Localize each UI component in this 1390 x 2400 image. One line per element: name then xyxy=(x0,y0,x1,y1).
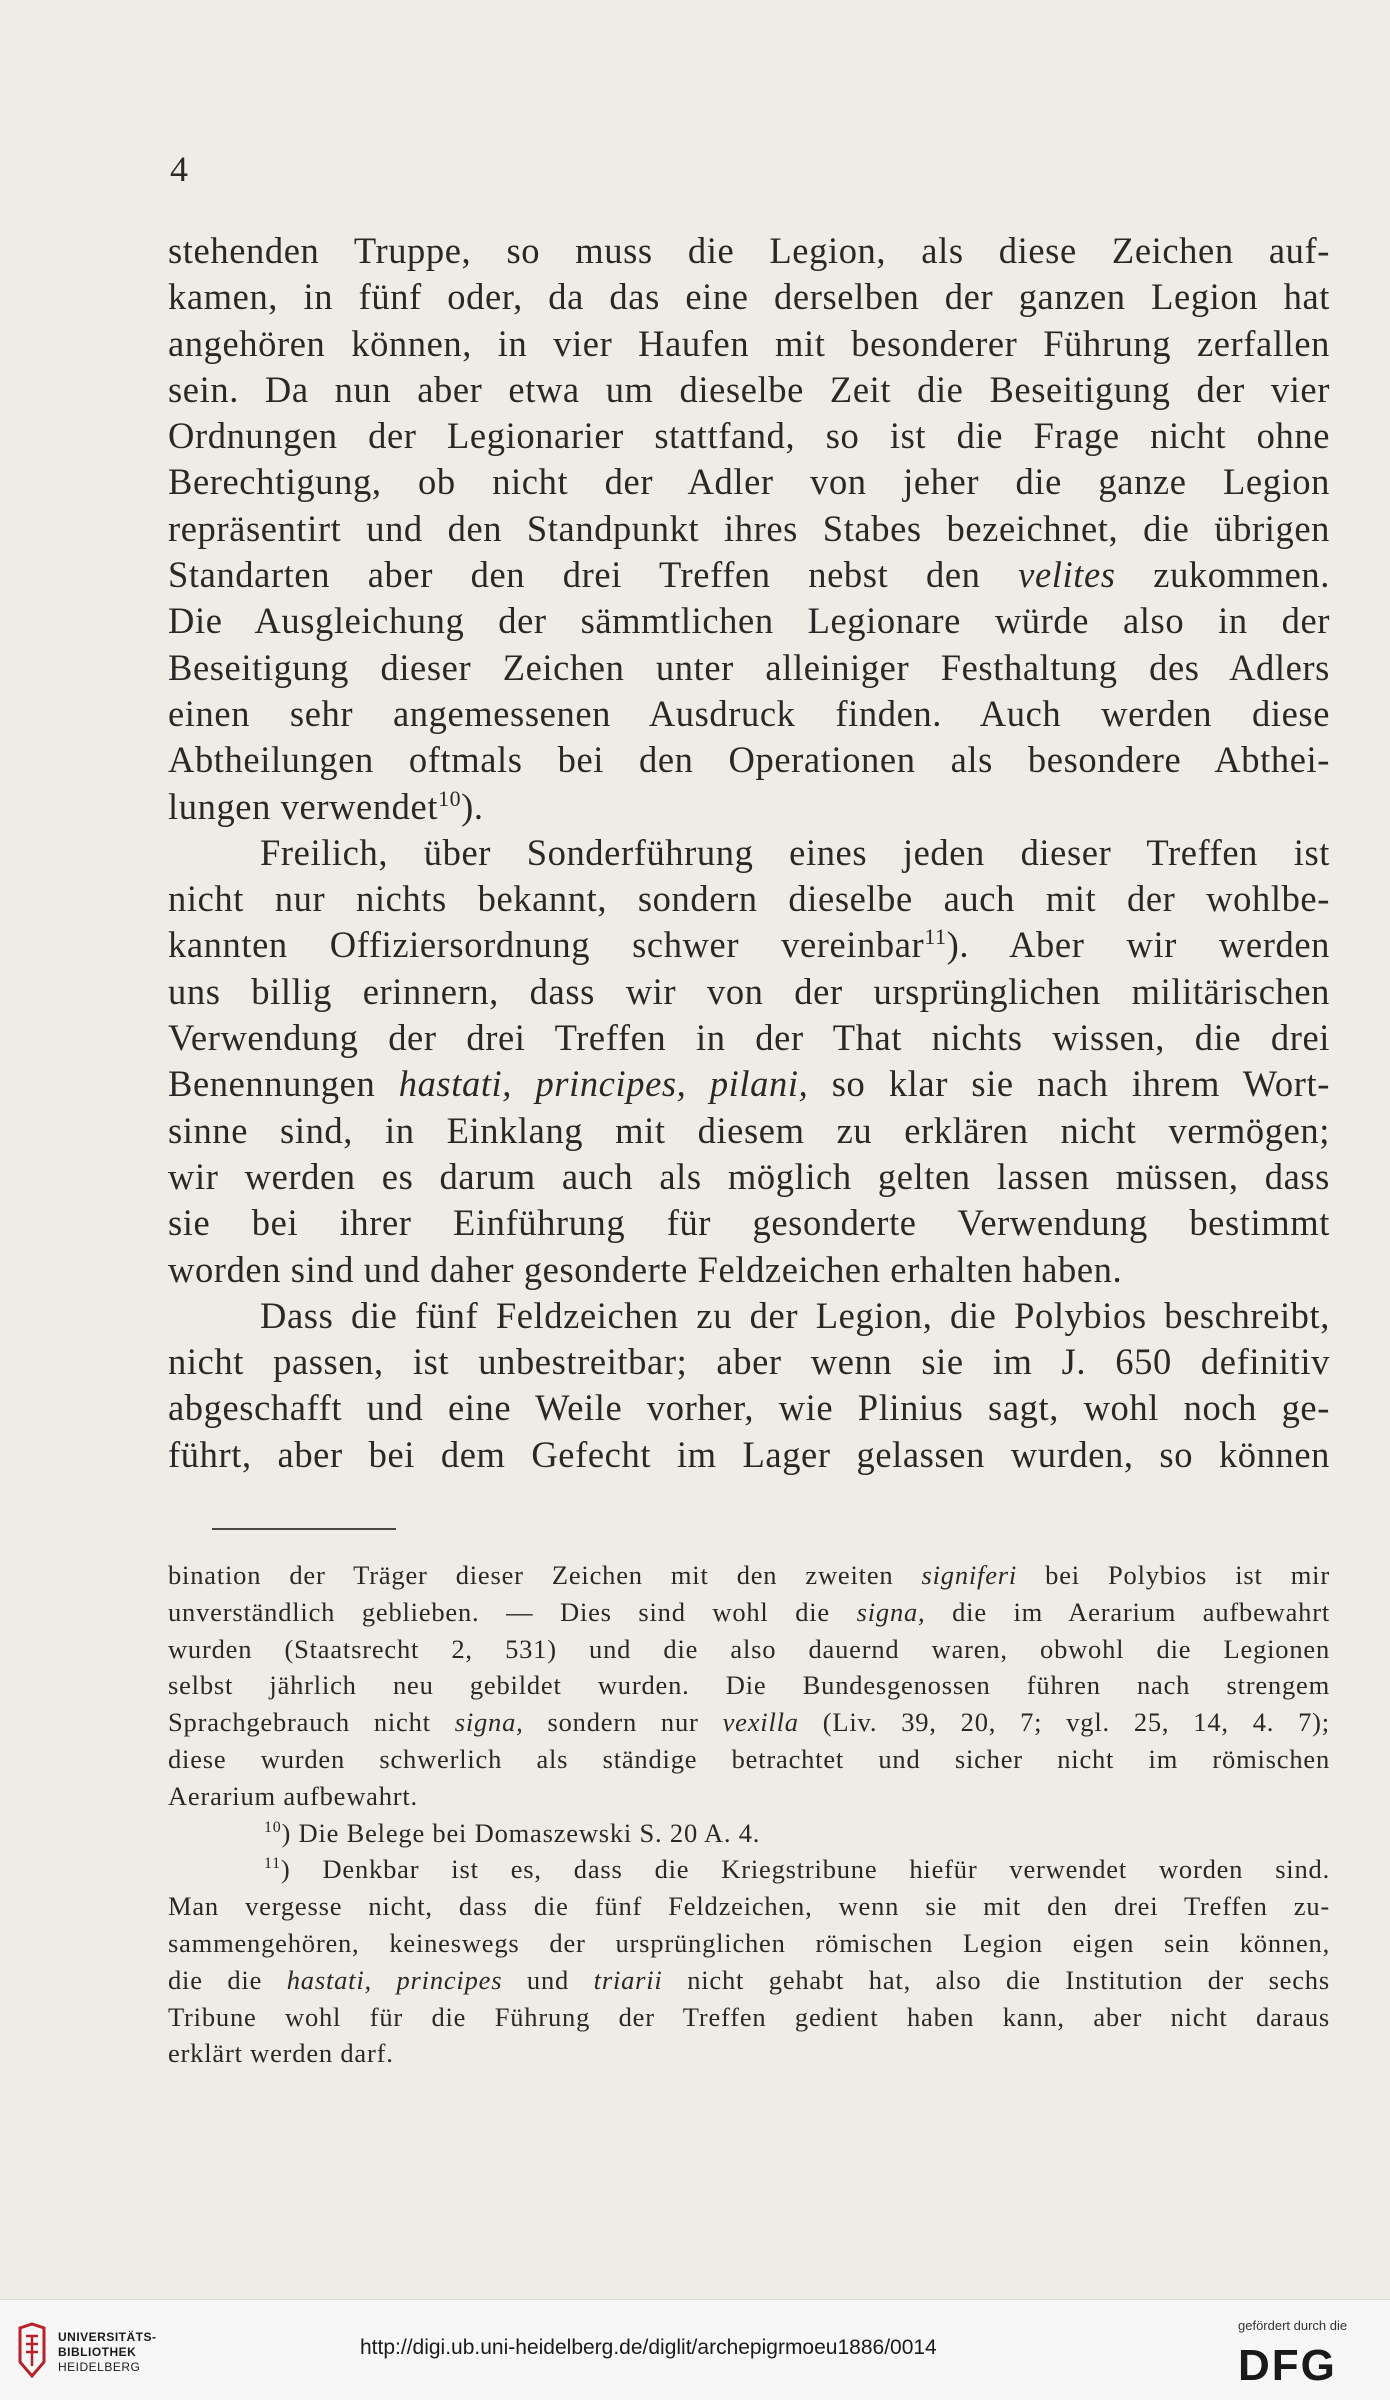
footnote-divider xyxy=(212,1528,396,1530)
body-line: Berechtigung, ob nicht der Adler von jeher die ganze Legion xyxy=(168,461,1330,503)
dfg-logo-text: DFG xyxy=(1238,2341,1337,2386)
note-line: selbst jährlich neu gebildet wurden. Die Bundesgenossen führen nach strengem xyxy=(168,1670,1330,1701)
permalink-url[interactable]: http://digi.ub.uni-heidelberg.de/diglit/archepigrmoeu1886/0014 xyxy=(360,2336,937,2359)
note-line: unverständlich geblieben. — Dies sind wohl die signa, die im Aerarium aufbewahrt xyxy=(168,1596,1330,1627)
italic-term: hastati, principes, pilani, xyxy=(398,1063,809,1105)
body-line: angehören können, in vier Haufen mit besonderer Führung zerfallen xyxy=(168,322,1330,364)
body-line: sie bei ihrer Einführung für gesonderte Verwendung bestimmt xyxy=(168,1202,1330,1244)
page-number: 4 xyxy=(170,149,188,189)
funded-by-label: gefördert durch die xyxy=(1238,2318,1348,2333)
note-line: wurden (Staatsrecht 2, 531) und die also dauernd waren, obwohl die Legionen xyxy=(168,1633,1330,1664)
body-line: kamen, in fünf oder, da das eine derselben der ganzen Legion hat xyxy=(168,276,1330,318)
note-line: diese wurden schwerlich als ständige betrachtet und sicher nicht im römischen xyxy=(168,1743,1330,1774)
body-line: Dass die fünf Feldzeichen zu der Legion, die Polybios beschreibt, xyxy=(260,1294,1330,1336)
body-line: Benennungen hastati, principes, pilani, so klar sie nach ihrem Wort- xyxy=(168,1063,1330,1105)
body-line: wir werden es darum auch als möglich gelten lassen müssen, dass xyxy=(168,1155,1330,1197)
body-line: Freilich, über Sonderführung eines jeden dieser Treffen ist xyxy=(260,831,1330,873)
body-line: Verwendung der drei Treffen in der That nichts wissen, die drei xyxy=(168,1017,1330,1059)
library-name: UNIVERSITÄTS- BIBLIOTHEK HEIDELBERG xyxy=(58,2330,157,2374)
body-line: Abtheilungen oftmals bei den Operationen als besondere Abthei- xyxy=(168,739,1330,781)
note-line: erklärt werden darf. xyxy=(168,2038,394,2069)
dfg-logo xyxy=(1236,2340,1366,2386)
body-line: Beseitigung dieser Zeichen unter alleiniger Festhaltung des Adlers xyxy=(168,646,1330,688)
body-line: abgeschafft und eine Weile vorher, wie Plinius sagt, wohl noch ge- xyxy=(168,1387,1330,1429)
italic-term: velites xyxy=(1018,554,1116,596)
body-line: stehenden Truppe, so muss die Legion, als diese Zeichen auf- xyxy=(168,230,1330,271)
footnote-ref: 10 xyxy=(438,785,462,811)
body-line: nicht passen, ist unbestreitbar; aber wenn sie im J. 650 definitiv xyxy=(168,1341,1330,1383)
footnote-ref: 11 xyxy=(924,924,947,950)
note-line: bination der Träger dieser Zeichen mit den zweiten signiferi bei Polybios ist mir xyxy=(168,1560,1330,1590)
body-line: führt, aber bei dem Gefecht im Lager gelassen wurden, so können xyxy=(168,1433,1330,1475)
body-line: kannten Offiziersordnung schwer vereinbar$^{11}$). Aber wir werden xyxy=(168,924,1330,966)
body-line: worden sind und daher gesonderte Feldzeichen erhalten haben. xyxy=(168,1248,1123,1290)
footnotes xyxy=(168,1557,1330,2072)
body-line: Die Ausgleichung der sämmtlichen Legionare würde also in der xyxy=(168,600,1330,642)
body-line: nicht nur nichts bekannt, sondern dieselbe auch mit der wohlbe- xyxy=(168,878,1330,920)
note-line: die die hastati, principes und triarii nicht gehabt hat, also die Institution der sechs xyxy=(168,1964,1330,1995)
note-line: Tribune wohl für die Führung der Treffen gedient haben kann, aber nicht daraus xyxy=(168,2001,1330,2032)
body-line: sinne sind, in Einklang mit diesem zu erklären nicht vermögen; xyxy=(168,1109,1330,1151)
body-line: Standarten aber den drei Treffen nebst den velites zukommen. xyxy=(168,554,1330,596)
body-line: Ordnungen der Legionarier stattfand, so ist die Frage nicht ohne xyxy=(168,415,1330,457)
note-line: Sprachgebrauch nicht signa, sondern nur vexilla (Liv. 39, 20, 7; vgl. 25, 14, 4. 7); xyxy=(168,1707,1330,1738)
viewer-footer xyxy=(0,2299,1390,2400)
note-line: sammengehören, keineswegs der ursprünglichen römischen Legion eigen sein können, xyxy=(168,1927,1330,1958)
note-line: Man vergesse nicht, dass die fünf Feldzeichen, wenn sie mit den drei Treffen zu- xyxy=(168,1891,1330,1922)
university-library-logo xyxy=(14,2322,50,2378)
footnote-10: $^{10}$) Die Belege bei Domaszewski S. 20 A. 4. xyxy=(264,1817,761,1848)
note-line: Aerarium aufbewahrt. xyxy=(168,1780,418,1811)
body-line: einen sehr angemessenen Ausdruck finden. Auch werden diese xyxy=(168,692,1330,734)
body-line: sein. Da nun aber etwa um dieselbe Zeit die Beseitigung der vier xyxy=(168,368,1330,410)
footnote-11: $^{11}$) Denkbar ist es, dass die Kriegstribune hiefür verwendet worden sind. xyxy=(264,1854,1330,1885)
body-text xyxy=(168,228,1330,1478)
body-line: repräsentirt und den Standpunkt ihres Stabes bezeichnet, die übrigen xyxy=(168,507,1330,549)
body-line: uns billig erinnern, dass wir von der ursprünglichen militärischen xyxy=(168,970,1330,1012)
body-line: lungen verwendet$^{10}$). xyxy=(168,785,484,827)
